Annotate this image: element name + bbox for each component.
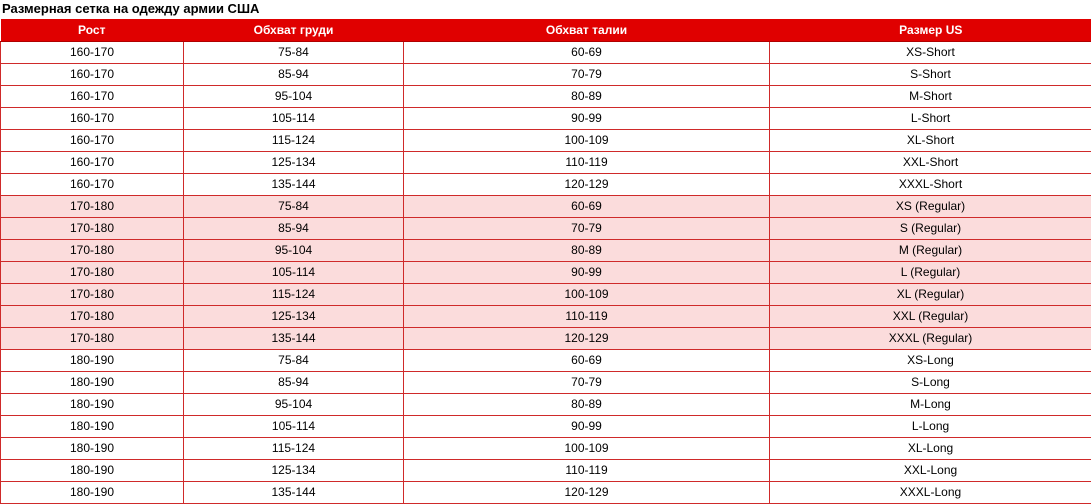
table-row <box>1 284 1091 306</box>
table-row <box>1 262 1091 284</box>
table-cell: 100-109 <box>404 284 770 306</box>
table-cell: 105-114 <box>184 262 404 284</box>
table-cell: 90-99 <box>404 262 770 284</box>
table-cell: 85-94 <box>184 64 404 86</box>
table-cell: 75-84 <box>184 350 404 372</box>
table-cell: 160-170 <box>1 108 184 130</box>
table-cell: XXXL (Regular) <box>770 328 1091 350</box>
table-cell: 80-89 <box>404 86 770 108</box>
table-row <box>1 218 1091 240</box>
table-cell: 135-144 <box>184 482 404 504</box>
table-cell: 70-79 <box>404 218 770 240</box>
table-cell: 70-79 <box>404 64 770 86</box>
table-cell: 60-69 <box>404 350 770 372</box>
table-cell: 170-180 <box>1 328 184 350</box>
table-cell: XXL-Short <box>770 152 1091 174</box>
table-cell: XS-Long <box>770 350 1091 372</box>
table-cell: 125-134 <box>184 460 404 482</box>
table-cell: 120-129 <box>404 174 770 196</box>
table-cell: S-Short <box>770 64 1091 86</box>
table-cell: 125-134 <box>184 306 404 328</box>
table-cell: 105-114 <box>184 108 404 130</box>
table-cell: XXL (Regular) <box>770 306 1091 328</box>
column-header-us-size: Размер US <box>770 19 1091 42</box>
table-cell: 115-124 <box>184 284 404 306</box>
table-cell: 160-170 <box>1 42 184 64</box>
table-row <box>1 350 1091 372</box>
table-body <box>1 42 1091 504</box>
table-cell: 90-99 <box>404 108 770 130</box>
table-cell: 160-170 <box>1 64 184 86</box>
table-cell: XS (Regular) <box>770 196 1091 218</box>
table-row <box>1 108 1091 130</box>
table-cell: S-Long <box>770 372 1091 394</box>
table-cell: 105-114 <box>184 416 404 438</box>
table-row <box>1 240 1091 262</box>
page-title: Размерная сетка на одежду армии США <box>0 0 1091 19</box>
table-header <box>1 19 1091 42</box>
size-chart-table <box>0 19 1091 504</box>
table-cell: 170-180 <box>1 306 184 328</box>
table-cell: L-Short <box>770 108 1091 130</box>
table-row <box>1 416 1091 438</box>
table-cell: 135-144 <box>184 174 404 196</box>
table-row <box>1 460 1091 482</box>
table-cell: XXXL-Long <box>770 482 1091 504</box>
table-row <box>1 438 1091 460</box>
table-cell: 80-89 <box>404 240 770 262</box>
table-cell: 110-119 <box>404 306 770 328</box>
table-cell: 110-119 <box>404 460 770 482</box>
table-cell: 160-170 <box>1 130 184 152</box>
table-row <box>1 42 1091 64</box>
table-cell: 180-190 <box>1 350 184 372</box>
table-cell: XXXL-Short <box>770 174 1091 196</box>
table-cell: 80-89 <box>404 394 770 416</box>
table-cell: 170-180 <box>1 196 184 218</box>
table-cell: 160-170 <box>1 152 184 174</box>
table-cell: 85-94 <box>184 372 404 394</box>
table-cell: 75-84 <box>184 196 404 218</box>
table-cell: XL (Regular) <box>770 284 1091 306</box>
table-cell: 100-109 <box>404 130 770 152</box>
column-header-height: Рост <box>1 19 184 42</box>
table-cell: 180-190 <box>1 372 184 394</box>
table-cell: M-Long <box>770 394 1091 416</box>
table-cell: 75-84 <box>184 42 404 64</box>
table-cell: 180-190 <box>1 394 184 416</box>
table-row <box>1 482 1091 504</box>
table-row <box>1 306 1091 328</box>
table-cell: 70-79 <box>404 372 770 394</box>
table-cell: XXL-Long <box>770 460 1091 482</box>
table-cell: XS-Short <box>770 42 1091 64</box>
table-row <box>1 130 1091 152</box>
table-cell: 100-109 <box>404 438 770 460</box>
table-cell: 170-180 <box>1 240 184 262</box>
table-cell: 170-180 <box>1 284 184 306</box>
table-cell: 120-129 <box>404 328 770 350</box>
table-cell: S (Regular) <box>770 218 1091 240</box>
table-cell: 160-170 <box>1 86 184 108</box>
table-row <box>1 152 1091 174</box>
table-row <box>1 86 1091 108</box>
table-cell: 180-190 <box>1 438 184 460</box>
table-cell: 95-104 <box>184 86 404 108</box>
table-cell: 115-124 <box>184 130 404 152</box>
table-cell: 95-104 <box>184 394 404 416</box>
table-row <box>1 394 1091 416</box>
table-cell: L-Long <box>770 416 1091 438</box>
table-cell: 95-104 <box>184 240 404 262</box>
table-cell: L (Regular) <box>770 262 1091 284</box>
table-cell: 125-134 <box>184 152 404 174</box>
table-row <box>1 328 1091 350</box>
table-cell: 180-190 <box>1 460 184 482</box>
table-header-row <box>1 19 1091 42</box>
column-header-waist: Обхват талии <box>404 19 770 42</box>
table-cell: 90-99 <box>404 416 770 438</box>
table-cell: 120-129 <box>404 482 770 504</box>
table-cell: 160-170 <box>1 174 184 196</box>
column-header-chest: Обхват груди <box>184 19 404 42</box>
table-cell: M (Regular) <box>770 240 1091 262</box>
table-cell: 60-69 <box>404 42 770 64</box>
table-cell: M-Short <box>770 86 1091 108</box>
table-cell: 60-69 <box>404 196 770 218</box>
table-row <box>1 64 1091 86</box>
table-row <box>1 196 1091 218</box>
table-cell: XL-Short <box>770 130 1091 152</box>
table-cell: 85-94 <box>184 218 404 240</box>
table-cell: 170-180 <box>1 218 184 240</box>
table-cell: 180-190 <box>1 482 184 504</box>
table-cell: 115-124 <box>184 438 404 460</box>
table-cell: 180-190 <box>1 416 184 438</box>
table-cell: XL-Long <box>770 438 1091 460</box>
table-cell: 110-119 <box>404 152 770 174</box>
table-row <box>1 372 1091 394</box>
table-row <box>1 174 1091 196</box>
table-cell: 135-144 <box>184 328 404 350</box>
table-cell: 170-180 <box>1 262 184 284</box>
